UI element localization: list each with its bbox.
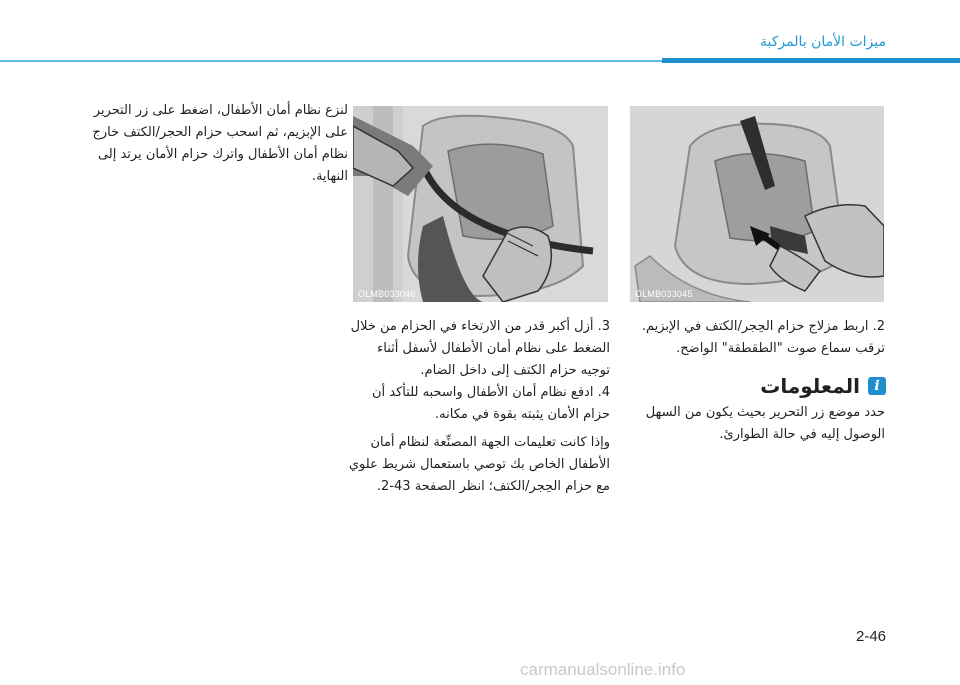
text-line: 4. ادفع نظام أمان الأطفال واسحبه للتأكد أن [372,385,610,400]
text-line: توجيه حزام الكتف إلى داخل الضام. [420,363,610,378]
text-line: الأطفال الخاص بك توصي باستعمال شريط علوي [348,457,610,472]
section-title: ميزات الأمان بالمركبة [760,34,886,50]
photo-illustration [353,106,608,302]
watermark: carmanualsonline.info [520,660,686,679]
info-text [646,402,885,446]
page-number: 2-46 [856,628,887,645]
text-line: وإذا كانت تعليمات الجهة المصنِّعة لنظام أمان [370,435,610,450]
text-line: مع حزام الحِجر/الكتف؛ انظر الصفحة 43-2. [376,479,610,494]
step-2 [642,316,885,360]
photo-illustration [630,106,884,302]
info-icon: i [868,377,886,395]
photo-code: OLMB033046 [358,289,416,299]
info-title: المعلومات [760,374,860,398]
text-line: على الإبزيم، ثم اسحب حزام الحجر/الكتف خارج [92,125,348,140]
info-heading [760,374,886,398]
text-line: نظام أمان الأطفال واترك حزام الأمان يرتد إلى [97,147,348,162]
text-line: الوصول إليه في حالة الطوارئ. [719,427,885,442]
photo-fastening-buckle [630,106,884,302]
text-line: لنزع نظام أمان الأطفال، اضغط على زر التحرير [93,103,348,118]
release-instructions [93,100,348,188]
text-line: ترقب سماع صوت "الطقطقة" الواضح. [676,341,885,356]
step-3 [351,316,610,382]
photo-pressing-child-seat [353,106,608,302]
header-rule-accent [662,58,960,63]
photo-code: OLMB033045 [635,289,693,299]
step-4 [372,382,610,426]
text-line: حزام الأمان يثبته بقوة في مكانه. [435,407,610,422]
text-line: الضغط على نظام أمان الأطفال لأسفل أثناء [377,341,610,356]
text-line: حدد موضع زر التحرير بحيث يكون من السهل [645,405,885,420]
text-line: النهاية. [311,169,348,184]
tether-note [349,432,610,498]
text-line: 3. أزل أكبر قدر من الارتخاء في الحزام من خلال [350,319,610,334]
text-line: 2. اربط مزلاج حزام الحِجر/الكتف في الإبزيم. [641,319,885,334]
